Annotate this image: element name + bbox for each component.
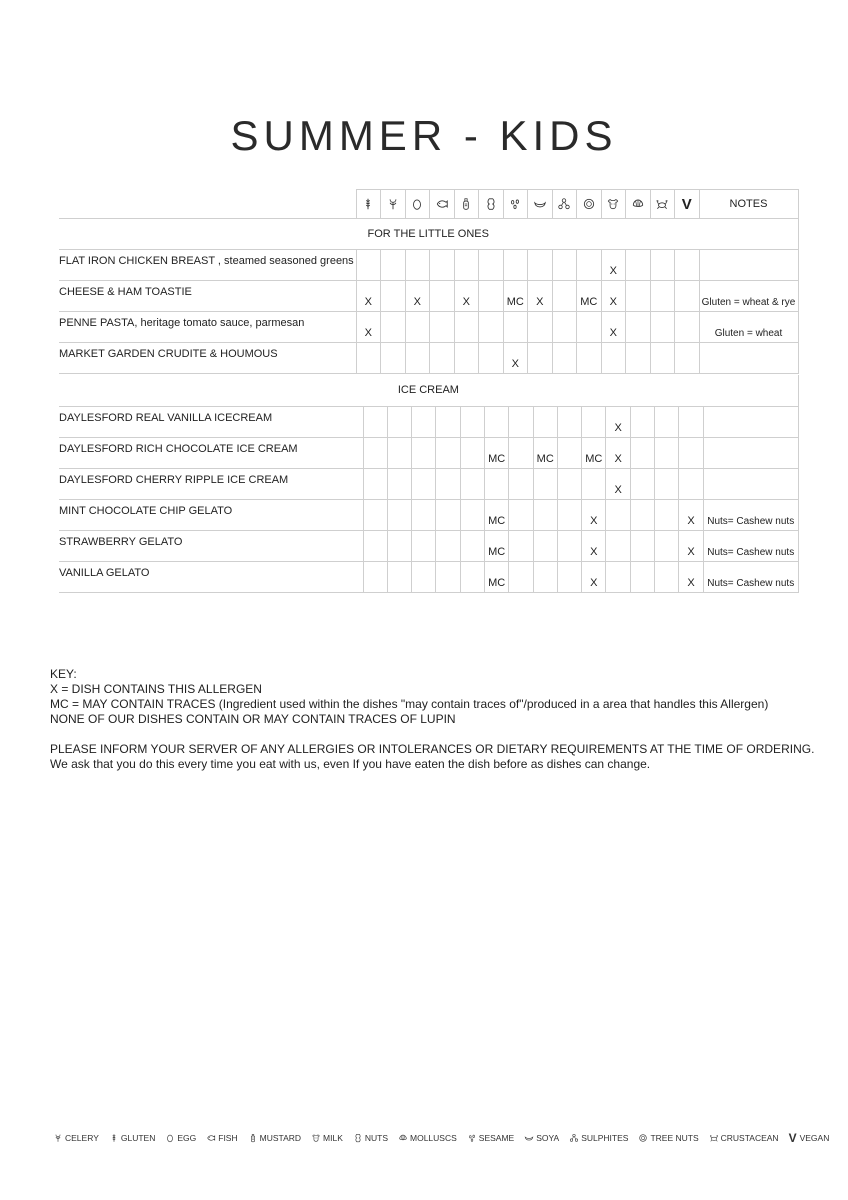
allergen-mark (356, 250, 381, 281)
legend-item (311, 1133, 343, 1143)
allergen-mark (577, 250, 602, 281)
dish-name: DAYLESFORD CHERRY RIPPLE ICE CREAM (59, 468, 363, 499)
allergen-mark (650, 281, 675, 312)
allergen-mark (675, 312, 700, 343)
allergen-mark (552, 281, 577, 312)
allergen-mark (412, 530, 436, 561)
allergen-mark (479, 281, 504, 312)
dish-note (703, 437, 798, 468)
dish-name: MARKET GARDEN CRUDITE & HOUMOUS (59, 343, 356, 374)
allergen-mark (381, 281, 406, 312)
table-row (59, 343, 798, 374)
dish-name: VANILLA GELATO (59, 561, 363, 592)
allergen-mark: X (356, 281, 381, 312)
allergen-mark (509, 406, 533, 437)
allergen-mark (363, 561, 387, 592)
allergen-mark (405, 250, 430, 281)
legend-item (53, 1133, 99, 1143)
allergen-mark (606, 499, 630, 530)
allergen-mark (528, 312, 553, 343)
key-heading: KEY: (50, 667, 77, 681)
dish-name: CHEESE & HAM TOASTIE (59, 281, 356, 312)
header-icon-cell (577, 190, 602, 219)
inform-server-notice: PLEASE INFORM YOUR SERVER OF ANY ALLERGIES OR INTOLERANCES OR DIETARY REQUIREMENTS AT THE TIME OF ORDERING. (50, 742, 815, 756)
allergen-mark (387, 437, 411, 468)
allergen-mark: X (601, 250, 626, 281)
legend-label: EGG (177, 1133, 197, 1143)
allergen-mark (363, 468, 387, 499)
legend-label: SESAME (478, 1133, 515, 1143)
allergen-mark (630, 437, 654, 468)
allergen-mark (679, 406, 703, 437)
tree-nuts-icon (638, 1133, 648, 1143)
section-heading: FOR THE LITTLE ONES (59, 219, 798, 250)
crustacean-icon (655, 197, 669, 211)
allergen-mark (601, 343, 626, 374)
allergen-mark (557, 499, 581, 530)
allergen-mark (387, 561, 411, 592)
allergen-mark (655, 406, 679, 437)
allergen-mark (630, 530, 654, 561)
allergen-mark: X (679, 530, 703, 561)
allergen-mark (381, 343, 406, 374)
allergen-mark (387, 499, 411, 530)
header-icon-cell (650, 190, 675, 219)
allergen-mark: MC (533, 437, 557, 468)
allergen-mark (436, 437, 460, 468)
allergen-mark (557, 437, 581, 468)
allergen-mark (509, 561, 533, 592)
legend-label: CELERY (65, 1133, 99, 1143)
allergen-mark (484, 406, 508, 437)
allergen-mark: X (601, 281, 626, 312)
legend-label: VEGAN (799, 1133, 830, 1143)
dish-name: DAYLESFORD RICH CHOCOLATE ICE CREAM (59, 437, 363, 468)
notes-header: NOTES (699, 190, 798, 219)
header-icon-cell (356, 190, 381, 219)
allergen-mark (430, 343, 455, 374)
page-title: SUMMER - KIDS (230, 112, 618, 159)
header-spacer (59, 190, 356, 219)
allergen-legend (53, 1131, 830, 1145)
allergen-mark (675, 250, 700, 281)
allergen-mark (460, 437, 484, 468)
molluscs-icon (398, 1133, 408, 1143)
fish-icon (435, 197, 449, 211)
allergen-mark (412, 468, 436, 499)
legend-item (353, 1133, 388, 1143)
celery-icon (386, 197, 400, 211)
header-icon-cell (552, 190, 577, 219)
allergen-mark (436, 561, 460, 592)
dish-name: PENNE PASTA, heritage tomato sauce, parmesan (59, 312, 356, 343)
allergen-mark (363, 406, 387, 437)
allergen-mark (552, 312, 577, 343)
allergen-mark: X (606, 468, 630, 499)
allergen-mark (363, 499, 387, 530)
allergen-mark (479, 250, 504, 281)
nuts-icon (484, 197, 498, 211)
legend-item (524, 1133, 559, 1143)
allergen-mark (381, 250, 406, 281)
allergen-mark (405, 343, 430, 374)
table-row (59, 312, 798, 343)
legend-label: SULPHITES (581, 1133, 629, 1143)
allergen-mark (533, 530, 557, 561)
allergen-mark (503, 312, 528, 343)
allergen-mark (363, 530, 387, 561)
header-icon-cell (405, 190, 430, 219)
section-heading: ICE CREAM (59, 375, 798, 406)
legend-item (789, 1131, 830, 1145)
allergen-mark (454, 250, 479, 281)
legend-item (709, 1133, 779, 1143)
allergen-mark (675, 343, 700, 374)
dish-note: Gluten = wheat (699, 312, 798, 343)
header-icon-cell (454, 190, 479, 219)
allergen-mark (509, 530, 533, 561)
allergen-mark (412, 406, 436, 437)
ask-every-time-notice: We ask that you do this every time you eat with us, even If you have eaten the dish before as dishes can change. (50, 757, 651, 771)
allergen-mark (626, 281, 651, 312)
legend-item (638, 1133, 698, 1143)
table-row (59, 406, 798, 437)
allergen-mark (356, 343, 381, 374)
legend-label: MILK (323, 1133, 343, 1143)
allergen-mark (509, 499, 533, 530)
allergen-mark (655, 437, 679, 468)
tree-nuts-icon (582, 197, 596, 211)
allergen-mark (582, 468, 606, 499)
allergen-mark: MC (484, 530, 508, 561)
allergen-mark (557, 468, 581, 499)
allergen-mark (484, 468, 508, 499)
allergen-mark (460, 561, 484, 592)
legend-label: SOYA (536, 1133, 560, 1143)
dish-note (703, 406, 798, 437)
allergen-mark (528, 343, 553, 374)
soya-icon (533, 197, 547, 211)
allergen-mark (503, 250, 528, 281)
allergen-mark (412, 437, 436, 468)
allergen-mark (655, 530, 679, 561)
allergen-mark (630, 499, 654, 530)
egg-icon (410, 197, 424, 211)
allergen-mark (460, 468, 484, 499)
nuts-icon (353, 1133, 363, 1143)
allergen-mark: X (528, 281, 553, 312)
allergen-mark (412, 561, 436, 592)
table-row (59, 437, 798, 468)
dish-note (699, 343, 798, 374)
allergen-mark (363, 437, 387, 468)
allergen-mark (405, 312, 430, 343)
allergen-mark (533, 468, 557, 499)
dish-name: FLAT IRON CHICKEN BREAST , steamed seasoned greens (59, 250, 356, 281)
header-icon-cell (675, 190, 700, 219)
legend-label: GLUTEN (120, 1133, 156, 1143)
allergen-mark (577, 312, 602, 343)
header-icon-cell (479, 190, 504, 219)
dish-note: Nuts= Cashew nuts (703, 499, 798, 530)
allergen-mark: MC (503, 281, 528, 312)
allergen-mark (454, 312, 479, 343)
allergen-mark: X (582, 530, 606, 561)
allergen-mark (577, 343, 602, 374)
sesame-icon (467, 1133, 477, 1143)
key-may-contain: MC = MAY CONTAIN TRACES (Ingredient used within the dishes "may contain traces of"/produced in a area that handles this Allergen) (50, 697, 769, 711)
legend-label: FISH (218, 1133, 238, 1143)
allergen-mark (655, 468, 679, 499)
key-lupin: NONE OF OUR DISHES CONTAIN OR MAY CONTAIN TRACES OF LUPIN (50, 712, 456, 726)
allergen-mark (606, 561, 630, 592)
allergen-mark: X (582, 499, 606, 530)
allergen-header-row (59, 190, 798, 219)
allergen-mark (381, 312, 406, 343)
allergen-mark (626, 343, 651, 374)
allergen-mark (552, 343, 577, 374)
section-row (59, 219, 798, 250)
allergen-mark (509, 468, 533, 499)
allergen-mark: X (582, 561, 606, 592)
allergen-mark (436, 468, 460, 499)
legend-item (248, 1133, 301, 1143)
header-icon-cell (381, 190, 406, 219)
allergen-mark (460, 499, 484, 530)
crustacean-icon (709, 1133, 719, 1143)
allergen-mark (436, 499, 460, 530)
allergen-mark (679, 437, 703, 468)
legend-item (165, 1133, 196, 1143)
allergen-mark (650, 343, 675, 374)
fish-icon (206, 1133, 216, 1143)
allergen-mark (528, 250, 553, 281)
allergen-mark (679, 468, 703, 499)
allergen-mark: X (503, 343, 528, 374)
allergen-mark: X (601, 312, 626, 343)
milk-icon (606, 197, 620, 211)
table-row (59, 468, 798, 499)
allergen-mark: X (606, 406, 630, 437)
header-icon-cell (430, 190, 455, 219)
legend-item (569, 1133, 628, 1143)
header-icon-cell (626, 190, 651, 219)
dish-name: MINT CHOCOLATE CHIP GELATO (59, 499, 363, 530)
dish-note: Nuts= Cashew nuts (703, 530, 798, 561)
gluten-icon (361, 197, 375, 211)
allergen-mark (509, 437, 533, 468)
header-icon-cell (601, 190, 626, 219)
allergen-mark: X (454, 281, 479, 312)
allergen-table-little-ones (59, 189, 799, 374)
allergen-mark: X (606, 437, 630, 468)
allergen-mark (557, 561, 581, 592)
table-row (59, 281, 798, 312)
legend-item (398, 1133, 457, 1143)
sulphites-icon (557, 197, 571, 211)
allergen-mark (387, 406, 411, 437)
allergen-mark (650, 312, 675, 343)
allergen-mark (479, 343, 504, 374)
allergen-mark (655, 561, 679, 592)
allergen-mark: MC (484, 561, 508, 592)
allergen-mark (533, 406, 557, 437)
allergen-mark (626, 250, 651, 281)
header-icon-cell (503, 190, 528, 219)
allergen-mark (430, 312, 455, 343)
soya-icon (524, 1133, 534, 1143)
allergen-table-ice-cream (59, 375, 799, 593)
allergen-mark: X (405, 281, 430, 312)
allergen-mark (436, 530, 460, 561)
allergen-mark (650, 250, 675, 281)
allergen-mark (387, 468, 411, 499)
sulphites-icon (569, 1133, 579, 1143)
legend-label: NUTS (364, 1133, 389, 1143)
allergen-mark: X (679, 499, 703, 530)
allergen-mark (436, 406, 460, 437)
legend-label: TREE NUTS (650, 1133, 699, 1143)
allergen-mark (582, 406, 606, 437)
header-icon-cell (528, 190, 553, 219)
dish-note: Gluten = wheat & rye (699, 281, 798, 312)
allergen-mark (460, 406, 484, 437)
legend-label: MUSTARD (259, 1133, 302, 1143)
allergen-mark (412, 499, 436, 530)
sesame-icon (508, 197, 522, 211)
allergen-mark (552, 250, 577, 281)
allergen-mark (479, 312, 504, 343)
allergen-mark (626, 312, 651, 343)
dish-note: Nuts= Cashew nuts (703, 561, 798, 592)
allergen-key (50, 667, 820, 772)
allergen-mark (454, 343, 479, 374)
dish-name: STRAWBERRY GELATO (59, 530, 363, 561)
mustard-icon (459, 197, 473, 211)
celery-icon (53, 1133, 63, 1143)
allergen-mark (557, 530, 581, 561)
allergen-mark (533, 499, 557, 530)
allergen-mark: X (679, 561, 703, 592)
allergen-mark (387, 530, 411, 561)
key-contains: X = DISH CONTAINS THIS ALLERGEN (50, 682, 262, 696)
dish-note (703, 468, 798, 499)
allergen-mark (557, 406, 581, 437)
legend-item (467, 1133, 514, 1143)
allergen-mark: MC (577, 281, 602, 312)
legend-item (109, 1133, 155, 1143)
table-row (59, 499, 798, 530)
allergen-mark (630, 406, 654, 437)
dish-name: DAYLESFORD REAL VANILLA ICECREAM (59, 406, 363, 437)
allergen-mark (430, 250, 455, 281)
allergen-mark: MC (484, 499, 508, 530)
molluscs-icon (631, 197, 645, 211)
allergen-mark: MC (484, 437, 508, 468)
dish-note (699, 250, 798, 281)
section-row (59, 375, 798, 406)
allergen-mark (630, 561, 654, 592)
allergen-mark (675, 281, 700, 312)
table-row (59, 561, 798, 592)
mustard-icon (248, 1133, 258, 1143)
vegan-icon: V (681, 195, 692, 213)
allergen-mark (430, 281, 455, 312)
table-row (59, 530, 798, 561)
allergen-mark: MC (582, 437, 606, 468)
milk-icon (311, 1133, 321, 1143)
allergen-mark (606, 530, 630, 561)
legend-label: CRUSTACEAN (720, 1133, 779, 1143)
allergen-mark (533, 561, 557, 592)
vegan-icon: V (788, 1131, 797, 1145)
allergen-mark: X (356, 312, 381, 343)
table-row (59, 250, 798, 281)
legend-label: MOLLUSCS (410, 1133, 457, 1143)
allergen-mark (460, 530, 484, 561)
allergen-mark (655, 499, 679, 530)
legend-item (206, 1133, 237, 1143)
gluten-icon (109, 1133, 119, 1143)
allergen-mark (630, 468, 654, 499)
egg-icon (165, 1133, 175, 1143)
